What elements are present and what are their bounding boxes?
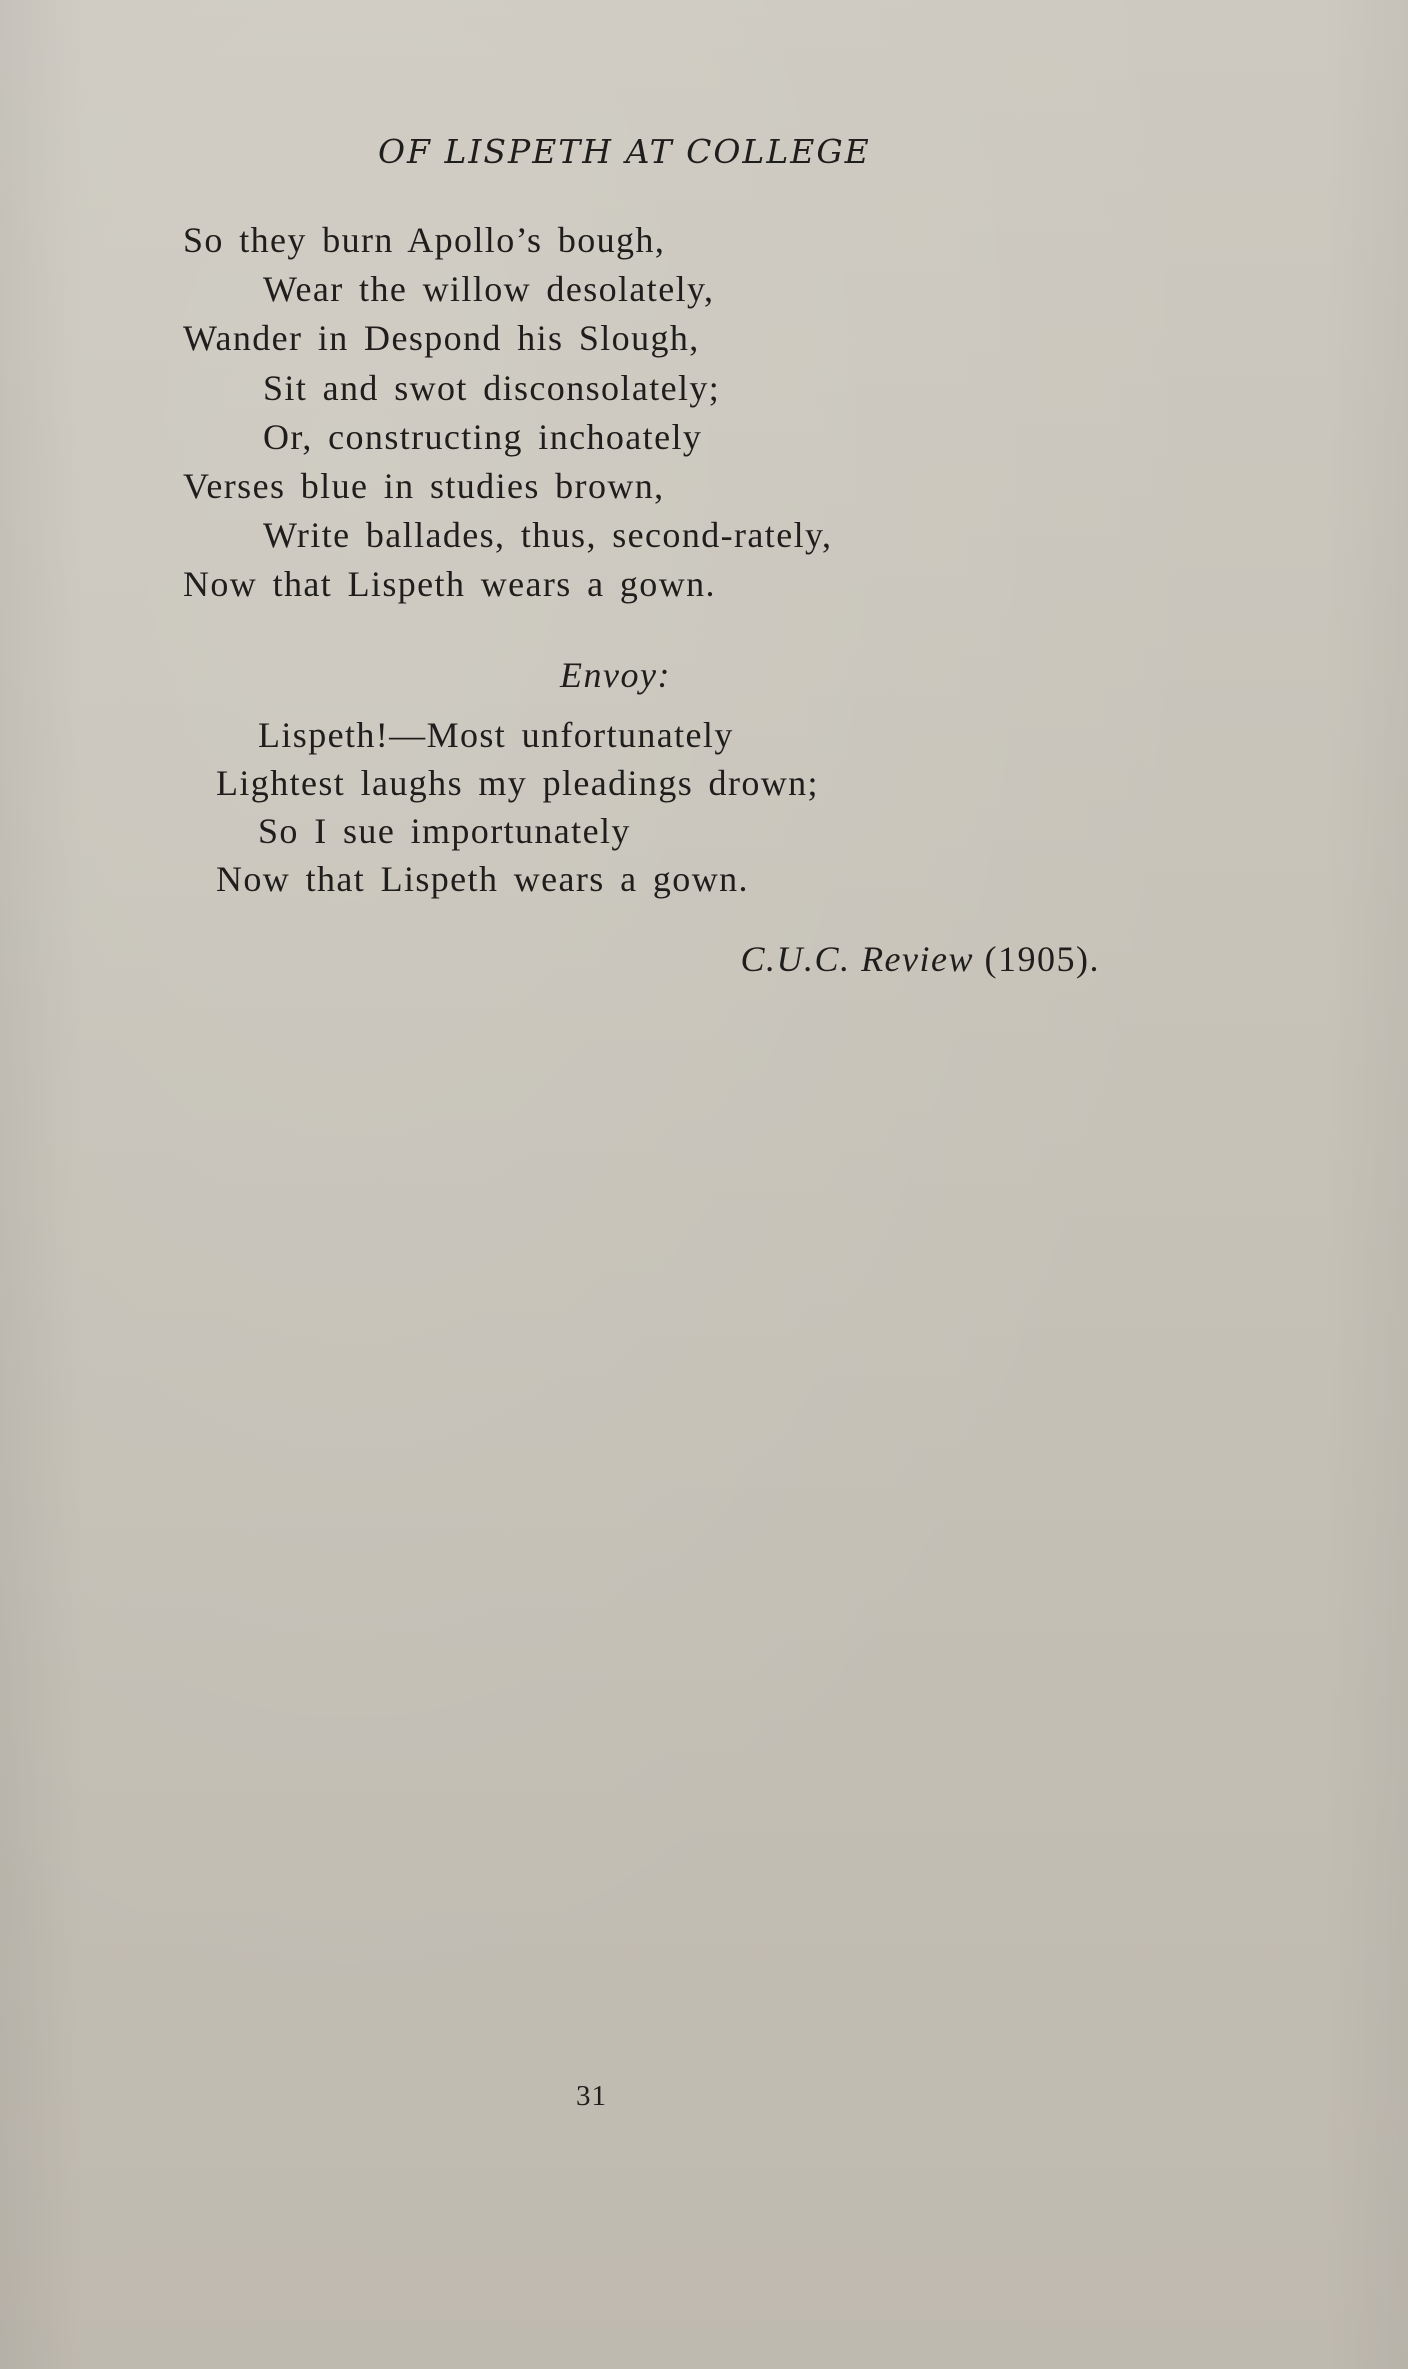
- poem-line: Write ballades, thus, second-rately,: [263, 515, 833, 556]
- envoy-line: So I sue importunately: [258, 811, 631, 851]
- attribution: [741, 938, 1100, 980]
- poem-line: Wear the willow desolately,: [263, 269, 715, 310]
- running-head: OF LISPETH AT COLLEGE: [378, 132, 871, 171]
- envoy-line: Lightest laughs my pleadings drown;: [216, 763, 819, 803]
- poem-line: Or, constructing inchoately: [263, 416, 703, 457]
- envoy-line: Lispeth!—Most unfortunately: [258, 715, 734, 755]
- poem-line: So they burn Apollo’s bough,: [183, 220, 666, 260]
- poem-line: Sit and swot disconsolately;: [263, 367, 721, 408]
- poem-stanza: [183, 216, 832, 610]
- attribution-year: (1905).: [984, 939, 1100, 979]
- poem-line: Now that Lispeth wears a gown.: [183, 564, 716, 605]
- page-number: 31: [576, 2080, 607, 2112]
- envoy-stanza: [216, 711, 819, 903]
- poem-line: Wander in Despond his Slough,: [183, 318, 700, 359]
- envoy-heading: Envoy:: [560, 655, 671, 695]
- envoy-line: Now that Lispeth wears a gown.: [216, 859, 749, 899]
- poem-line: Verses blue in studies brown,: [183, 465, 665, 506]
- attribution-source: C.U.C. Review: [740, 939, 975, 979]
